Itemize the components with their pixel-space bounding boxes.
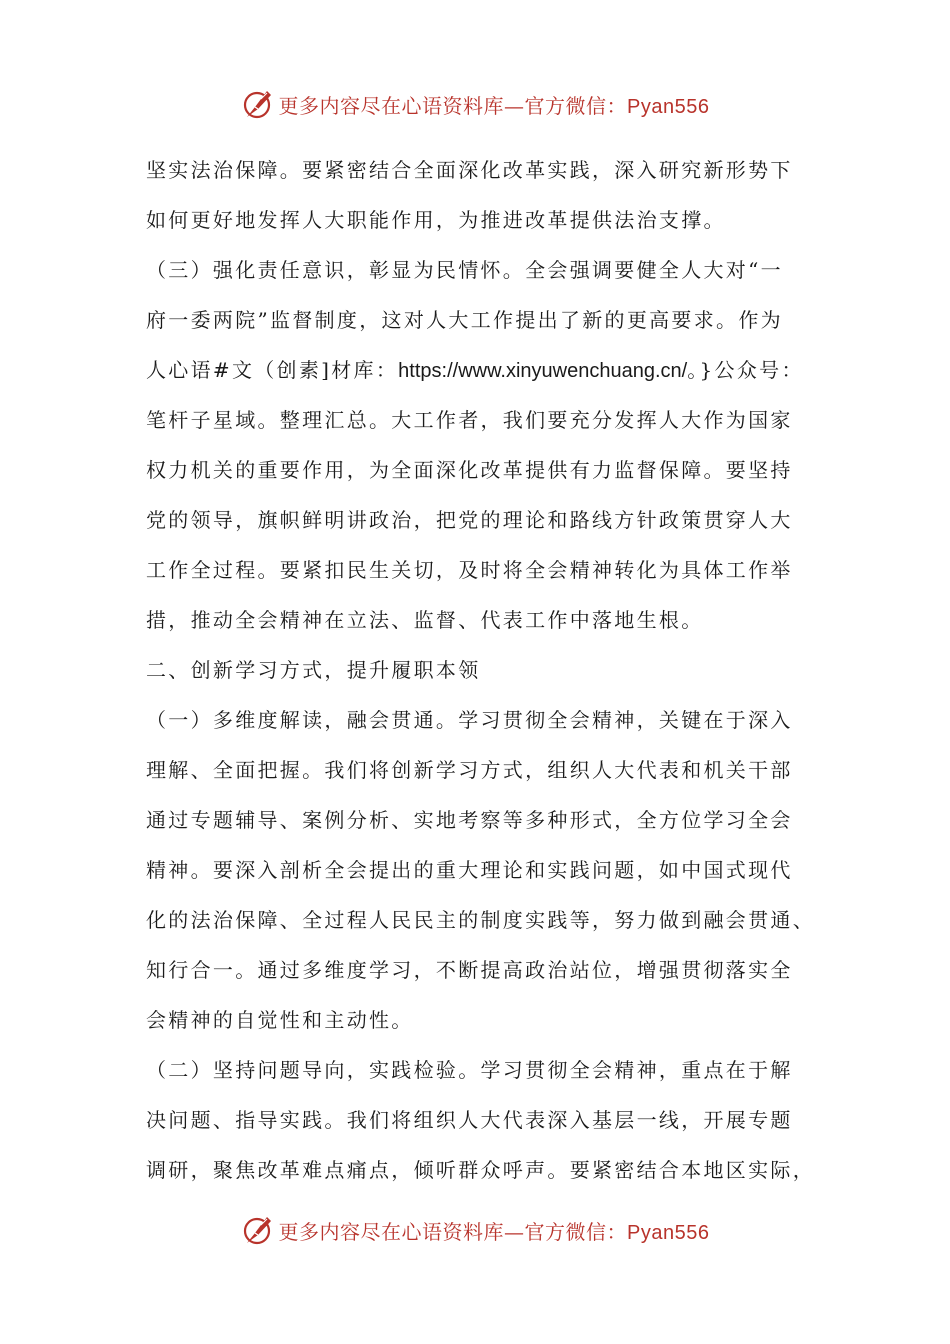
text-line: 府一委两院”监督制度，这对人大工作提出了新的更高要求。作为 xyxy=(146,308,783,332)
text-line: 党的领导，旗帜鲜明讲政治，把党的理论和路线方针政策贯穿人大 xyxy=(146,508,793,532)
footer-watermark-text: 更多内容尽在心语资料库—官方微信：Pyan556 xyxy=(278,1219,710,1244)
text-line: 二、创新学习方式，提升履职本领 xyxy=(146,658,481,682)
text-segment: 。}公众号： xyxy=(687,358,804,382)
text-line: 笔杆子星域。整理汇总。大工作者，我们要充分发挥人大作为国家 xyxy=(146,408,793,432)
text-line: 坚实法治保障。要紧密结合全面深化改革实践，深入研究新形势下 xyxy=(146,158,793,182)
footer-watermark-banner xyxy=(0,1210,950,1250)
quill-pen-logo-icon xyxy=(241,87,275,121)
text-line: 精神。要深入剖析全会提出的重大理论和实践问题，如中国式现代 xyxy=(146,858,793,882)
text-line: 化的法治保障、全过程人民民主的制度实践等，努力做到融会贯通、 xyxy=(146,908,815,932)
text-line: 如何更好地发挥人大职能作用，为推进改革提供法治支撑。 xyxy=(146,208,726,232)
text-line: 通过专题辅导、案例分析、实地考察等多种形式，全方位学习全会 xyxy=(146,808,793,832)
text-line: 理解、全面把握。我们将创新学习方式，组织人大代表和机关干部 xyxy=(146,758,793,782)
website-url: https://www.xinyuwenchuang.cn/ xyxy=(398,360,688,382)
document-body xyxy=(146,145,826,1195)
header-watermark-account: Pyan556 xyxy=(627,95,710,118)
text-line: （三）强化责任意识，彰显为民情怀。全会强调要健全人大对“一 xyxy=(146,258,783,282)
text-line: 措，推动全会精神在立法、监督、代表工作中落地生根。 xyxy=(146,608,704,632)
text-line: 调研，聚焦改革难点痛点，倾听群众呼声。要紧密结合本地区实际， xyxy=(146,1158,815,1182)
header-watermark-text: 更多内容尽在心语资料库—官方微信：Pyan556 xyxy=(278,93,710,118)
text-line: 决问题、指导实践。我们将组织人大代表深入基层一线，开展专题 xyxy=(146,1108,793,1132)
text-line: 工作全过程。要紧扣民生关切，及时将全会精神转化为具体工作举 xyxy=(146,558,793,582)
text-line: 知行合一。通过多维度学习，不断提高政治站位，增强贯彻落实全 xyxy=(146,958,793,982)
text-segment: 人心语#文（创素]材库： xyxy=(146,358,399,382)
text-line xyxy=(146,345,826,395)
quill-pen-logo-icon xyxy=(241,1213,275,1247)
footer-watermark-account: Pyan556 xyxy=(627,1221,710,1244)
text-line: 会精神的自觉性和主动性。 xyxy=(146,1008,414,1032)
text-line: （一）多维度解读，融会贯通。学习贯彻全会精神，关键在于深入 xyxy=(146,708,793,732)
text-line: （二）坚持问题导向，实践检验。学习贯彻全会精神，重点在于解 xyxy=(146,1058,793,1082)
header-watermark-banner xyxy=(0,84,950,124)
text-line: 权力机关的重要作用，为全面深化改革提供有力监督保障。要坚持 xyxy=(146,458,793,482)
